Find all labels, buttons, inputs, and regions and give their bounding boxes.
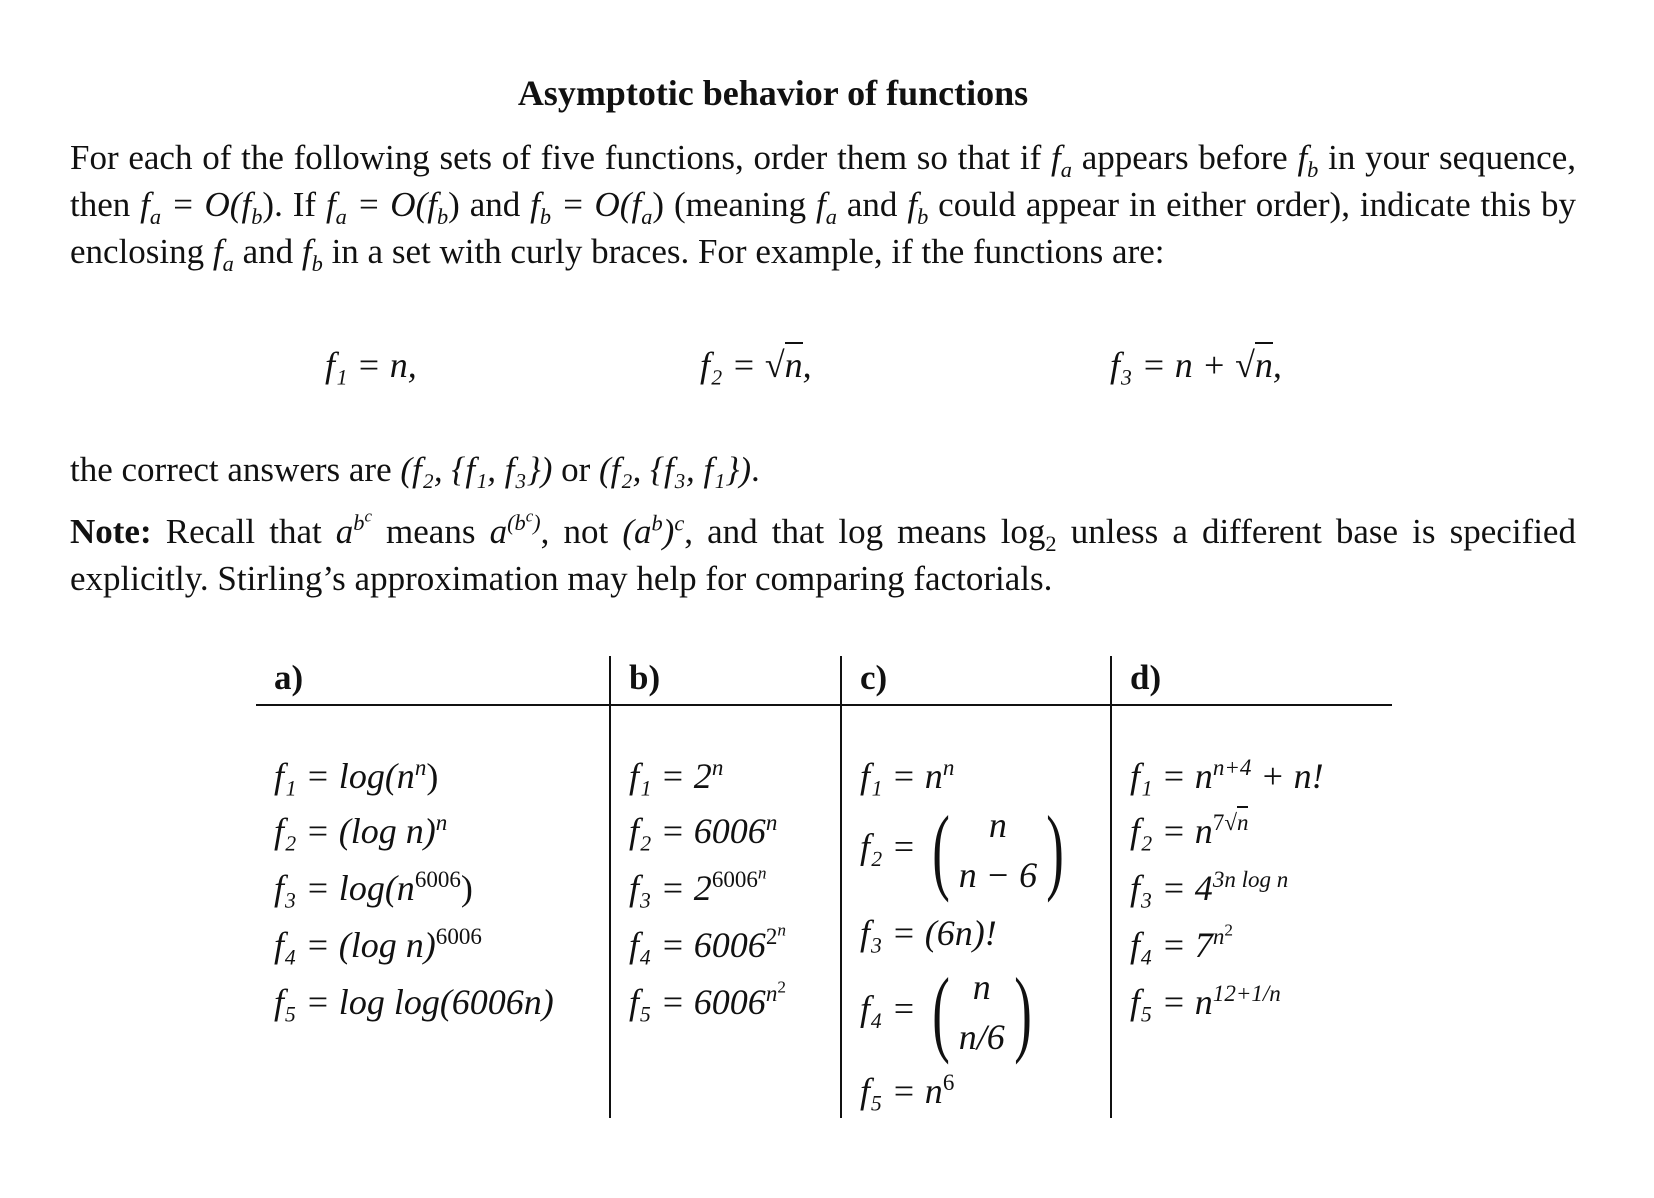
d-f4: $f_4 = 7^{n^2}$ <box>1130 920 1233 965</box>
c-f5: $f_5 = n^6$ <box>860 1069 955 1111</box>
c-f3: f₃ = (6n)! <box>860 913 997 953</box>
c-f1: $f_1 = n^n$ <box>860 754 955 796</box>
table-header-rule <box>256 704 1392 706</box>
a-f4: f₄ = (log n)$^{6006}$ <box>274 923 482 965</box>
a-f5: f₅ = log log(6006n) <box>274 982 554 1022</box>
b-f3: $f_3 = 2^{6006^n}$ <box>629 863 767 908</box>
d-f1: $f_1 = n^{n+4} + n$! <box>1130 754 1324 796</box>
table-divider-cd <box>1110 656 1112 1118</box>
table-divider-ab <box>609 656 611 1118</box>
intro-paragraph: For each of the following sets of five functions, order them so that if $f_a$ appears before $f_b$ in your sequence, then $f_a = O(f_b)$. If $f_a = O(f_b)$ and $f_b = O(f_a)$ (meaning $f_a$ and $f_b$ could appear in either order), indicate this by enclosing $f_a$ and $f_b$ in a set with curly braces. For example, if the functions are: <box>70 138 1576 276</box>
example-f2: f₂ = √n, <box>700 344 812 386</box>
d-f2: $f_2 = n^{7√n}$ <box>1130 810 1248 852</box>
page-title: Asymptotic behavior of functions <box>517 73 1029 113</box>
b-f4: $f_4 = 6006^{2^n}$ <box>629 920 786 965</box>
d-f5: $f_5 = n^{12+1/n}$ <box>1130 980 1281 1022</box>
column-header-c: c) <box>860 658 888 697</box>
table-divider-bc <box>840 656 842 1118</box>
a-f1: $f_1 = \log(n^n)$ <box>274 754 439 796</box>
answer-line: the correct answers are (f₂, {f₁, f₃}) or (f₂, {f₃, f₁}). <box>70 450 760 489</box>
b-f5: $f_5 = 6006^{n^2}$ <box>629 977 786 1022</box>
binomial-n-choose-n-minus-6: ( n n − 6 ) <box>932 796 1064 903</box>
b-f1: $f_1 = 2^n$ <box>629 754 724 796</box>
column-header-b: b) <box>629 658 661 697</box>
binomial-n-choose-n-over-6: ( n n/6 ) <box>932 958 1032 1065</box>
example-f1: f₁ = n, <box>325 345 417 385</box>
b-f2: $f_2 = 6006^n$ <box>629 809 778 851</box>
c-f2: f₂ = ( n n − 6 ) <box>860 800 1071 900</box>
a-f2: f₂ = (log n)$^n$ <box>274 809 448 851</box>
column-header-a: a) <box>274 658 304 697</box>
c-f4: f₄ = ( n n/6 ) <box>860 962 1039 1062</box>
column-header-d: d) <box>1130 658 1162 697</box>
example-f3: f₃ = n + √n, <box>1110 344 1282 386</box>
a-f3: $f_3 = \log(n^{6006})$ <box>274 866 473 908</box>
d-f3: $f_3 = 4^{3n log n}$ <box>1130 866 1289 908</box>
note-paragraph: Note: Recall that $a^{b^c}$ means $a^{(b^c)}$, not $(a^b)^c$, and that log means $\log_2$ unless a different base is specified explicitly. Stirling’s approximation may help for comparing factorials. <box>70 506 1576 598</box>
